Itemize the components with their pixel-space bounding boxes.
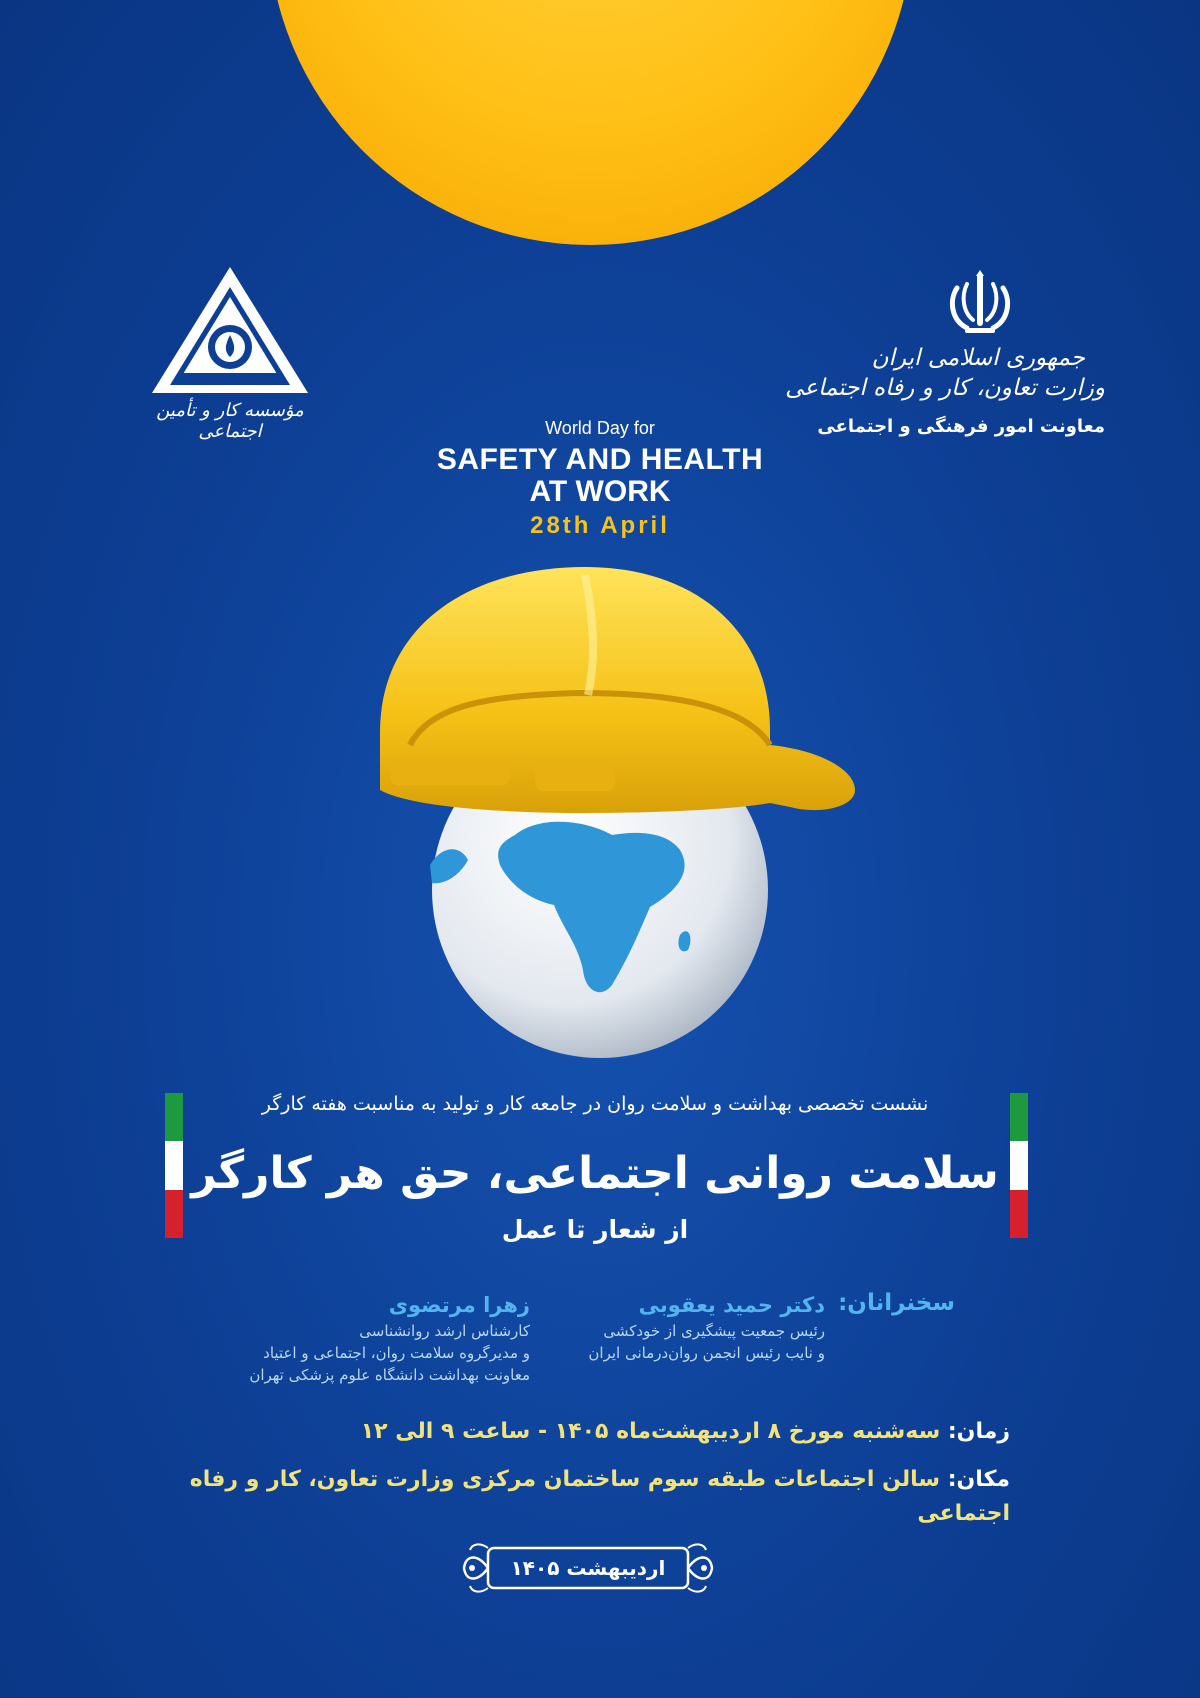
event-place: [160, 1463, 1010, 1531]
sun-shape: [268, 0, 913, 245]
speaker-2: [200, 1290, 530, 1386]
institute-triangle-logo-icon: [150, 265, 310, 395]
speaker-1-role-1: رئیس جمعیت پیشگیری از خودکشی: [603, 1322, 825, 1340]
helmet-on-globe-illustration: [350, 545, 870, 1065]
speaker-2-role-3: معاونت بهداشت دانشگاه علوم پزشکی تهران: [249, 1366, 530, 1384]
world-day-line-3: AT WORK: [529, 475, 671, 508]
event-tagline: از شعار تا عمل: [501, 1215, 689, 1244]
speaker-2-name: زهرا مرتضوی: [388, 1293, 530, 1317]
time-label: زمان:: [947, 1419, 1010, 1444]
iran-flag-right: [1010, 1093, 1028, 1238]
speaker-2-role-1: کارشناس ارشد روانشناسی: [359, 1322, 530, 1340]
event-time: [160, 1415, 1010, 1449]
iran-emblem-icon: [945, 268, 1015, 336]
place-label: مکان:: [947, 1467, 1010, 1492]
speaker-1-name: دکتر حمید یعقوبی: [638, 1293, 825, 1317]
ministry-line-2: وزارت تعاون، کار و رفاه اجتماعی: [785, 375, 1105, 401]
world-day-date: 28th April: [530, 512, 670, 539]
ministry-line-3: معاونت امور فرهنگی و اجتماعی: [817, 416, 1105, 437]
time-value: سه‌شنبه مورخ ۸ اردیبهشت‌ماه ۱۴۰۵ - ساعت ۹ الی ۱۲: [360, 1419, 941, 1444]
speaker-1: [525, 1290, 825, 1364]
speakers-label: سخنرانان:: [838, 1290, 955, 1316]
event-subtitle: نشست تخصصی بهداشت و سلامت روان در جامعه کار و تولید به مناسبت هفته کارگر: [261, 1093, 929, 1115]
world-day-line-2: SAFETY AND HEALTH: [436, 443, 764, 476]
institute-logo-caption: مؤسسه کار و تأمین اجتماعی: [156, 400, 304, 442]
speaker-2-role-2: و مدیرگروه سلامت روان، اجتماعی و اعتیاد: [263, 1344, 530, 1362]
speaker-1-role-2: و نایب رئیس انجمن روان‌درمانی ایران: [588, 1344, 825, 1362]
event-title: سلامت روانی اجتماعی، حق هر کارگر: [191, 1148, 999, 1199]
place-value: سالن اجتماعات طبقه سوم ساختمان مرکزی وزارت تعاون، کار و رفاه اجتماعی: [189, 1467, 1010, 1526]
ministry-line-1: جمهوری اسلامی ایران: [871, 345, 1085, 371]
world-day-line-1: World Day for: [545, 418, 655, 438]
footer-date: اردیبهشت ۱۴۰۵: [510, 1556, 666, 1580]
